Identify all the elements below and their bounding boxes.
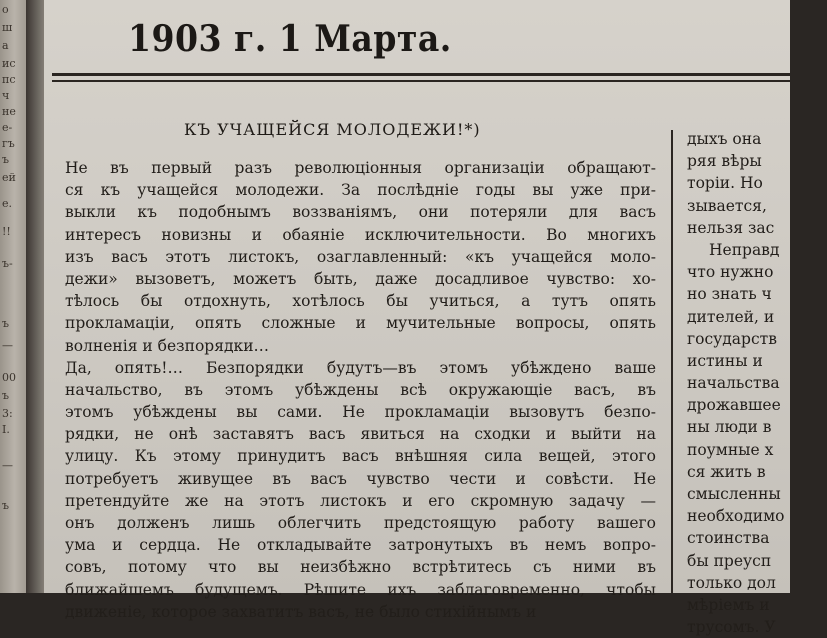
adjacent-page-text-fragment: 00 <box>2 371 16 384</box>
header-rule-thin <box>52 80 790 82</box>
right-column-text-line: Неправд <box>709 240 780 259</box>
adjacent-page-text-fragment: ей <box>2 171 16 184</box>
article-text-line: изъ васъ этотъ листокъ, озаглавленный: «къ учащейся моло- <box>65 247 656 266</box>
article-text-line: прокламаціи, опять сложные и мучительные вопросы, опять <box>65 314 656 333</box>
right-column-text-line: что нужно <box>687 263 774 282</box>
right-column-text-line: дителей, и <box>687 307 775 326</box>
right-column-text-line: необходимо <box>687 507 785 526</box>
article-text-line: потребуетъ живущее въ васъ чувство чести и совѣсти. Не <box>65 469 656 488</box>
right-column-text-line: истины и <box>687 351 763 370</box>
right-column-text-line: торіи. Но <box>687 174 763 193</box>
article-text-line: начальство, въ этомъ убѣждены всѣ окружающіе васъ, въ <box>65 380 656 399</box>
adjacent-page-text-fragment: ис <box>2 57 16 70</box>
article-text-line: движеніе, которое захватитъ васъ, не было стихійнымъ и <box>65 602 537 621</box>
adjacent-page-text-fragment: — <box>2 459 13 472</box>
adjacent-page-text-fragment: — <box>2 339 13 352</box>
right-column-text-line: стоинства <box>687 529 770 548</box>
adjacent-page-text-fragment: а <box>2 39 9 52</box>
article-text-line: дежи» вызоветъ, можетъ быть, даже досадливое чувство: хо- <box>65 269 656 288</box>
right-column-text-line: только дол <box>687 573 776 592</box>
article-text-line: ума и сердца. Не откладывайте затронутыхъ въ немъ вопро- <box>65 536 656 555</box>
article-text-line: претендуйте же на этотъ листокъ и его скромную задачу — <box>65 491 656 510</box>
adjacent-page-text-fragment: ч <box>2 89 10 102</box>
right-column-text-line: поумные х <box>687 440 774 459</box>
article-text-line: ближайшемъ будущемъ. Рѣшите ихъ заблаговременно, чтобы <box>65 580 656 599</box>
adjacent-page-text-fragment: ъ <box>2 499 9 512</box>
article-column <box>65 157 656 623</box>
right-column-text-line: ся жить в <box>687 462 766 481</box>
adjacent-page-text-fragment: ъ- <box>2 257 13 270</box>
article-text-line: выкли къ подобнымъ воззваніямъ, они потеряли для васъ <box>65 203 656 222</box>
header-rule-thick <box>52 73 790 76</box>
right-column-text-line: бы преусп <box>687 551 772 570</box>
adjacent-page-text-fragment: І. <box>2 423 10 436</box>
right-column-text-line: начальства <box>687 374 780 393</box>
adjacent-page-text-fragment: е- <box>2 121 13 134</box>
right-column-text-line: ряя вѣры <box>687 152 762 171</box>
right-column-text-line: мѣріемъ и <box>687 595 770 614</box>
article-text-line: ся къ учащейся молодежи. За послѣдніе годы вы уже при- <box>65 181 656 200</box>
right-column <box>687 128 827 638</box>
adjacent-page-text-fragment: гъ <box>2 137 15 150</box>
article-text-line: рядки, не онѣ заставятъ васъ явиться на сходки и выйти на <box>65 425 656 444</box>
article-text-line: онъ долженъ лишь облегчить предстоящую работу вашего <box>65 514 656 532</box>
right-column-text-line: дыхъ она <box>687 130 762 148</box>
article-text-line: интересъ новизны и обаяніе исключительности. Во многихъ <box>65 225 656 244</box>
right-column-text-line: дрожавшее <box>687 396 781 415</box>
article-text-line: тѣлось бы отдохнуть, хотѣлось бы учиться, а тутъ опять <box>65 292 656 311</box>
column-divider <box>671 130 673 593</box>
right-column-text-line: ны люди в <box>687 418 772 437</box>
adjacent-page-text-fragment: ъ <box>2 153 9 166</box>
article-text-line: улицу. Къ этому принудитъ васъ внѣшняя сила вещей, этого <box>65 447 656 466</box>
adjacent-page-text-fragment: пс <box>2 73 16 86</box>
article-text-line: Да, опять!… Безпорядки будутъ—въ этомъ убѣждено ваше <box>65 358 656 377</box>
adjacent-page-text-fragment: !! <box>2 225 11 238</box>
right-column-text-line: государств <box>687 329 777 348</box>
adjacent-page-text-fragment: о <box>2 3 9 16</box>
article-text-line: совъ, потому что вы неизбѣжно встрѣтитесь съ ними въ <box>65 558 656 577</box>
article-title: КЪ УЧАЩЕЙСЯ МОЛОДЕЖИ!*) <box>184 120 481 139</box>
adjacent-page-text-fragment: ъ <box>2 389 9 402</box>
adjacent-page-text-fragment: е. <box>2 197 13 210</box>
right-column-text-line: но знать ч <box>687 285 772 304</box>
adjacent-page-text-fragment: не <box>2 105 16 118</box>
page-date-heading: 1903 г. 1 Марта. <box>128 18 452 60</box>
newspaper-page <box>44 0 790 637</box>
article-text-line: волненія и безпорядки… <box>65 336 270 355</box>
adjacent-page-text-fragment: 3: <box>2 407 13 420</box>
adjacent-page-text-fragment: ш <box>2 21 13 34</box>
article-text-line: этомъ убѣждены вы сами. Не прокламаціи вызовутъ безпо- <box>65 403 656 422</box>
article-text-line: Не въ первый разъ революціонныя организаціи обращают- <box>65 159 656 177</box>
adjacent-page-text-fragment: ъ <box>2 317 9 330</box>
right-column-text-line: смысленны <box>687 485 781 503</box>
right-column-text-line: трусомъ. У <box>687 618 776 637</box>
right-column-text-line: зывается, <box>687 196 767 215</box>
right-column-text-line: нельзя зас <box>687 218 775 237</box>
